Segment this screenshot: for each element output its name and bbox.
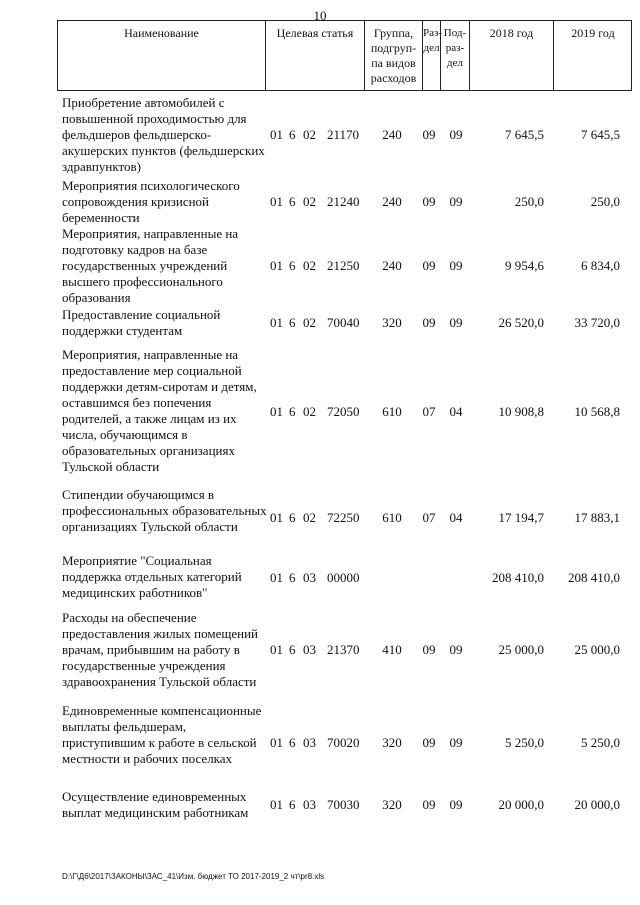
row-target-code-subprogram: 6 (289, 570, 296, 585)
row-target-code-event: 03 (303, 570, 316, 585)
row-name: Мероприятия, направленные на предоставление мер социальной поддержки детям-сиротам и детям, оставшимся без попечения родителей, а также лицам из их числа, обучающимся в образовательных организациях Тульской области (62, 347, 257, 474)
row-target-code-subprogram: 6 (289, 404, 296, 419)
row-expense-group: 240 (382, 127, 402, 142)
row-podrazdel: 09 (449, 797, 463, 812)
row-name: Мероприятия психологического сопровождения кризисной беременности (62, 178, 240, 225)
row-target-code-event: 02 (303, 404, 316, 419)
header-razdel (422, 20, 443, 90)
row-target-code-direction: 21250 (327, 258, 360, 273)
row-target-code-direction: 70020 (327, 735, 360, 750)
header-podrazdel-line: дел (447, 57, 463, 69)
row-name: Приобретение автомобилей с повышенной проходимостью для фельдшеров фельдшерско-акушерских пунктов (фельдшерских здравпунктов) (62, 95, 265, 174)
row-expense-group: 320 (382, 315, 402, 330)
row-target-code-program: 01 (270, 510, 283, 525)
row-amount-2019: 7 645,5 (581, 127, 620, 142)
row-target-code-event: 02 (303, 127, 316, 142)
row-amount-2018: 10 908,8 (498, 404, 544, 419)
row-target-code-event: 02 (303, 258, 316, 273)
row-amount-2018: 250,0 (514, 194, 544, 209)
row-target-code-program: 01 (270, 404, 283, 419)
header-podrazdel-line: Под- (443, 27, 467, 39)
row-name: Осуществление единовременных выплат медицинским работникам (62, 789, 249, 820)
row-target-code-direction: 21240 (327, 194, 360, 209)
row-target-code-program: 01 (270, 797, 283, 812)
row-name: Предоставление социальной поддержки студентам (62, 307, 221, 338)
header-group-line: Группа, (373, 26, 414, 40)
row-razdel: 07 (422, 404, 436, 419)
header-target: Целевая статья (265, 20, 364, 90)
table-header (57, 20, 632, 90)
row-target-code-program: 01 (270, 735, 283, 750)
header-razdel-line: дел (423, 42, 440, 54)
row-razdel: 09 (422, 258, 436, 273)
row-expense-group: 610 (382, 404, 402, 419)
row-target-code-direction: 21170 (327, 127, 360, 142)
row-target-code-program: 01 (270, 315, 283, 330)
row-amount-2018: 7 645,5 (505, 127, 544, 142)
row-amount-2019: 10 568,8 (574, 404, 620, 419)
row-amount-2019: 6 834,0 (581, 258, 620, 273)
row-amount-2018: 17 194,7 (498, 510, 544, 525)
row-razdel: 09 (422, 194, 436, 209)
row-name: Мероприятия, направленные на подготовку кадров на базе государственных учреждений высшего профессионального образования (62, 226, 239, 305)
row-target-code-subprogram: 6 (289, 127, 296, 142)
row-razdel: 09 (422, 315, 436, 330)
header-2019: 2019 год (553, 20, 632, 90)
row-target-code-program: 01 (270, 570, 283, 585)
row-amount-2019: 20 000,0 (574, 797, 620, 812)
header-podrazdel (440, 20, 469, 90)
row-expense-group: 240 (382, 258, 402, 273)
row-target-code-event: 02 (303, 194, 316, 209)
row-expense-group: 240 (382, 194, 402, 209)
header-name: Наименование (57, 20, 265, 90)
row-amount-2019: 25 000,0 (574, 642, 620, 657)
row-podrazdel: 09 (449, 315, 463, 330)
row-target-code-direction: 72050 (327, 404, 360, 419)
row-target-code-direction: 00000 (327, 570, 360, 585)
row-amount-2018: 5 250,0 (505, 735, 544, 750)
row-amount-2019: 17 883,1 (574, 510, 620, 525)
row-amount-2019: 250,0 (590, 194, 620, 209)
file-path-footer: D:\Г\Д6\2017\ЗАКОНЫ\ЗАС_41\Изм. бюджет ТО 2017-2019_2 чт\pr8.xls (62, 872, 325, 881)
row-target-code-subprogram: 6 (289, 642, 296, 657)
row-expense-group: 410 (382, 642, 402, 657)
row-expense-group: 320 (382, 735, 402, 750)
row-target-code-event: 02 (303, 510, 316, 525)
row-target-code-direction: 21370 (327, 642, 360, 657)
row-podrazdel: 04 (449, 404, 463, 419)
header-group-line: подгруп- (370, 41, 417, 55)
row-amount-2019: 5 250,0 (581, 735, 620, 750)
row-name: Мероприятие "Социальная поддержка отдельных категорий медицинских работников" (62, 553, 242, 600)
row-target-code-program: 01 (270, 642, 283, 657)
header-razdel-line: Раз- (423, 27, 443, 39)
row-expense-group: 610 (382, 510, 402, 525)
row-expense-group: 320 (382, 797, 402, 812)
row-target-code-direction: 70040 (327, 315, 360, 330)
page-number: 10 (313, 8, 327, 23)
row-target-code-program: 01 (270, 194, 283, 209)
row-razdel: 09 (422, 642, 436, 657)
row-amount-2018: 208 410,0 (492, 570, 544, 585)
row-target-code-direction: 70030 (327, 797, 360, 812)
row-razdel: 09 (422, 797, 436, 812)
header-group-line: па видов (371, 56, 416, 70)
row-razdel: 09 (422, 735, 436, 750)
header-right-border (631, 20, 632, 90)
row-amount-2018: 9 954,6 (505, 258, 544, 273)
row-target-code-subprogram: 6 (289, 797, 296, 812)
row-amount-2019: 208 410,0 (568, 570, 620, 585)
row-target-code-subprogram: 6 (289, 194, 296, 209)
row-name: Стипендии обучающимся в профессиональных образовательных организациях Тульской области (62, 487, 267, 534)
header-2018: 2018 год (469, 20, 553, 90)
row-name: Расходы на обеспечение предоставления жилых помещений врачам, прибывшим на работу в государственные учреждения здравоохранения Тульской области (62, 610, 259, 689)
row-target-code-event: 02 (303, 315, 316, 330)
row-target-code-program: 01 (270, 127, 283, 142)
row-target-code-event: 03 (303, 735, 316, 750)
row-target-code-subprogram: 6 (289, 315, 296, 330)
row-target-code-subprogram: 6 (289, 510, 296, 525)
row-target-code-subprogram: 6 (289, 258, 296, 273)
row-target-code-event: 03 (303, 642, 316, 657)
row-podrazdel: 09 (449, 642, 463, 657)
row-name: Единовременные компенсационные выплаты фельдшерам, приступившим к работе в сельской местности и рабочих поселках (62, 703, 262, 766)
row-target-code-direction: 72250 (327, 510, 360, 525)
row-podrazdel: 04 (449, 510, 463, 525)
row-target-code-program: 01 (270, 258, 283, 273)
row-razdel: 09 (422, 127, 436, 142)
row-amount-2018: 26 520,0 (498, 315, 544, 330)
header-bottom-border (57, 90, 632, 91)
row-podrazdel: 09 (449, 258, 463, 273)
row-target-code-subprogram: 6 (289, 735, 296, 750)
row-amount-2018: 25 000,0 (498, 642, 544, 657)
row-razdel: 07 (422, 510, 436, 525)
row-podrazdel: 09 (449, 194, 463, 209)
header-group-line: расходов (370, 71, 417, 85)
row-amount-2019: 33 720,0 (574, 315, 620, 330)
row-podrazdel: 09 (449, 735, 463, 750)
header-group (364, 20, 422, 90)
row-target-code-event: 03 (303, 797, 316, 812)
row-podrazdel: 09 (449, 127, 463, 142)
header-podrazdel-line: раз- (445, 42, 465, 54)
row-amount-2018: 20 000,0 (498, 797, 544, 812)
